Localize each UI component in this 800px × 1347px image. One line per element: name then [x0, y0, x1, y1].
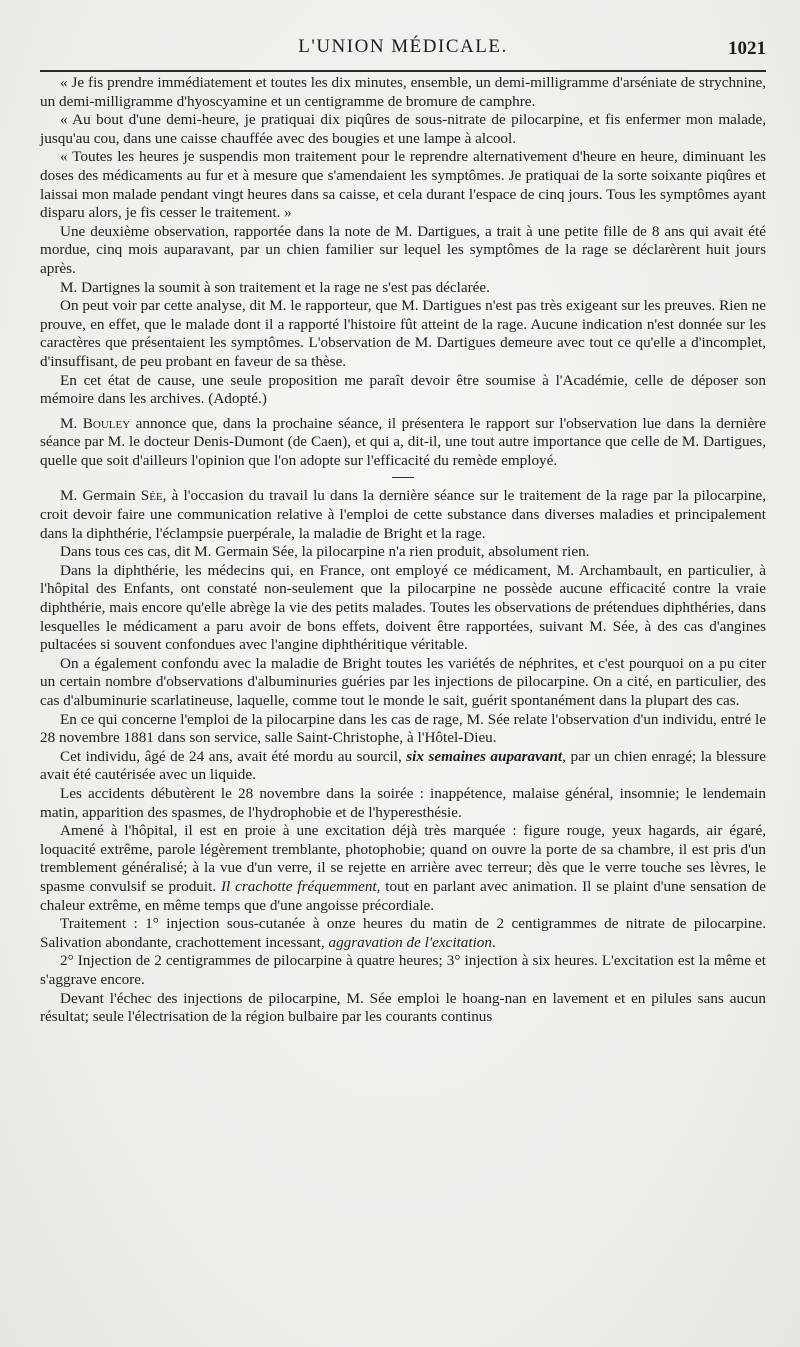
paragraph: On a également confondu avec la maladie de Bright toutes les variétés de néphrites, et c'est pourquoi on a pu citer un certain nombre d'observations d'albuminuries guéries par les injections de pilocarpine. On a cité, en particulier, des cas d'albuminurie scarlatineuse, laquelle, comme tout le monde le sait, guérit spontanément dans la plupart des cas. — [40, 654, 766, 709]
header-rule — [40, 70, 766, 72]
speaker-prefix: M. Germain — [60, 487, 141, 505]
page-header — [40, 36, 766, 66]
paragraph: « Toutes les heures je suspendis mon traitement pour le reprendre alternativement d'heure en heure, diminuant les doses des médicaments au fur et à mesure que s'amendaient les symptômes. Je pratiquai de la sorte soixante piqûres et laissai mon malade pendant vingt heures dans sa caisse, et cela durant l'espace de cinq jours. Tous les symptômes ayant disparu alors, je fis cesser le traitement. » — [40, 148, 766, 222]
paragraph-text: Cet individu, âgé de 24 ans, avait été mordu au sourcil, — [60, 747, 407, 765]
paragraph-text: Amené à l'hôpital, il est en proie à une excitation déjà très marquée : figure rouge, yeux hagards, air égaré, loquacité extrême, parole légèrement tremblante, photophobie; quand on ouvre la porte de sa chambre, il est pris d'un tremblement généralisé; à la vue d'un verre, il se rejette en arrière avec terreur; dès que le verre touche ses lèvres, le spasme convulsif se produit. — [40, 822, 766, 895]
paragraph-text: , par un chien enragé; la blessure avait été cautérisée avec un liquide. — [40, 747, 766, 784]
emphasis-text: six semaines auparavant — [406, 747, 563, 765]
emphasis-text: Il crachotte fréquemment — [221, 877, 377, 895]
paragraph: 2° Injection de 2 centigrammes de pilocarpine à quatre heures; 3° injection à six heures. L'excitation est la même et s'aggrave encore. — [40, 952, 766, 988]
paragraph: M. Dartignes la soumit à son traitement et la rage ne s'est pas déclarée. — [60, 278, 490, 296]
paragraph: Les accidents débutèrent le 28 novembre dans la soirée : inappétence, malaise général, insomnie; le lendemain matin, apparition des spasmes, de l'hydrophobie et de l'hyperesthésie. — [40, 784, 766, 821]
paragraph-text: , tout en parlant avec animation. Il se plaint d'une sensation de chaleur extrême, en même temps que d'une angoisse précordiale. — [40, 877, 766, 914]
page-number: 1021 — [728, 38, 766, 59]
speaker-prefix: M. — [60, 414, 83, 432]
article-body — [40, 74, 766, 1027]
emphasis-text: aggravation de l'excitation — [328, 933, 492, 951]
paragraph-text: annonce que, dans la prochaine séance, il présentera le rapport sur l'observation lue dans la dernière séance par M. le docteur Denis-Dumont (de Caen), et qui a, dit-il, une tout autre importance que celle de M. Dartigues, quelle que soit d'ailleurs l'opinion que l'on adopte sur l'efficacité du remède employé. — [40, 414, 766, 469]
paragraph — [40, 915, 766, 952]
paragraph-bouley — [40, 415, 766, 471]
paragraph: En ce qui concerne l'emploi de la pilocarpine dans les cas de rage, M. Sée relate l'observation d'un individu, entré le 28 novembre 1881 dans son service, salle Saint-Christophe, à l'Hôtel-Dieu. — [40, 710, 766, 747]
paragraph: En cet état de cause, une seule proposition me paraît devoir être soumise à l'Académie, celle de déposer son mémoire dans les archives. (Adopté.) — [40, 371, 766, 408]
paragraph: Dans la diphthérie, les médecins qui, en France, ont employé ce médicament, M. Archambault, en particulier, à l'hôpital des Enfants, ont constaté non-seulement que la pilocarpine ne possède aucune efficacité contre la vraie diphthérie, mais encore qu'elle abrège la vie des petits malades. Toutes les observations de prétendues diphthéries, dans lesquelles le médicament a paru avoir de bons effets, doivent être rapportées, suivant M. Sée, à des cas d'angines pultacées si souvent confondues avec l'angine diphthéritique véritable. — [40, 561, 766, 654]
paragraph-text: . — [492, 933, 496, 951]
paragraph: « Je fis prendre immédiatement et toutes les dix minutes, ensemble, un demi-milligramme d'arséniate de strychnine, un demi-milligramme d'hyoscyamine et un centigramme de bromure de camphre. — [40, 74, 766, 110]
paragraph-see — [40, 487, 766, 543]
paragraph: Devant l'échec des injections de pilocarpine, M. Sée emploi le hoang-nan en lavement et en pilules sans aucun résultat; seule l'électrisation de la région bulbaire par les courants continus — [40, 989, 766, 1026]
speaker-name: Bouley — [82, 414, 131, 432]
running-title: L'UNION MÉDICALE. — [298, 36, 508, 57]
paragraph: Une deuxième observation, rapportée dans la note de M. Dartigues, a trait à une petite fille de 8 ans qui avait été mordue, cinq mois auparavant, par un chien familier sur lequel les symptômes de la rage se déclarèrent huit jours après. — [40, 222, 766, 277]
paragraph: « Au bout d'une demi-heure, je pratiquai dix piqûres de sous-nitrate de pilocarpine, et fis enfermer mon malade, jusqu'au cou, dans une caisse chauffée avec des bougies et une lampe à alcool. — [40, 111, 766, 147]
paragraph — [40, 822, 766, 915]
section-divider — [392, 477, 414, 478]
paragraph: Dans tous ces cas, dit M. Germain Sée, la pilocarpine n'a rien produit, absolument rien. — [60, 543, 590, 561]
paragraph-text: Traitement : 1° injection sous-cutanée à onze heures du matin de 2 centigrammes de nitrate de pilocarpine. Salivation abondante, crachottement incessant, — [40, 915, 766, 951]
speaker-name: Sée — [140, 487, 163, 505]
paragraph: On peut voir par cette analyse, dit M. le rapporteur, que M. Dartigues n'est pas très exigeant sur les preuves. Rien ne prouve, en effet, que le malade dont il a rapporté l'histoire fût atteint de la rage. Aucune indication n'est donnée sur les caractères que présentaient les symptômes. L'observation de M. Dartigues demeure avec tout ce qu'elle a d'incomplet, d'insuffisant, de peu probant en faveur de sa thèse. — [40, 297, 766, 370]
paragraph-text: , à l'occasion du travail lu dans la dernière séance sur le traitement de la rage par la pilocarpine, croit devoir faire une communication relative à l'emploi de cette substance dans diverses maladies et principalement dans la diphthérie, l'éclampsie puerpérale, la maladie de Bright et la rage. — [40, 487, 766, 542]
paragraph — [40, 748, 766, 785]
